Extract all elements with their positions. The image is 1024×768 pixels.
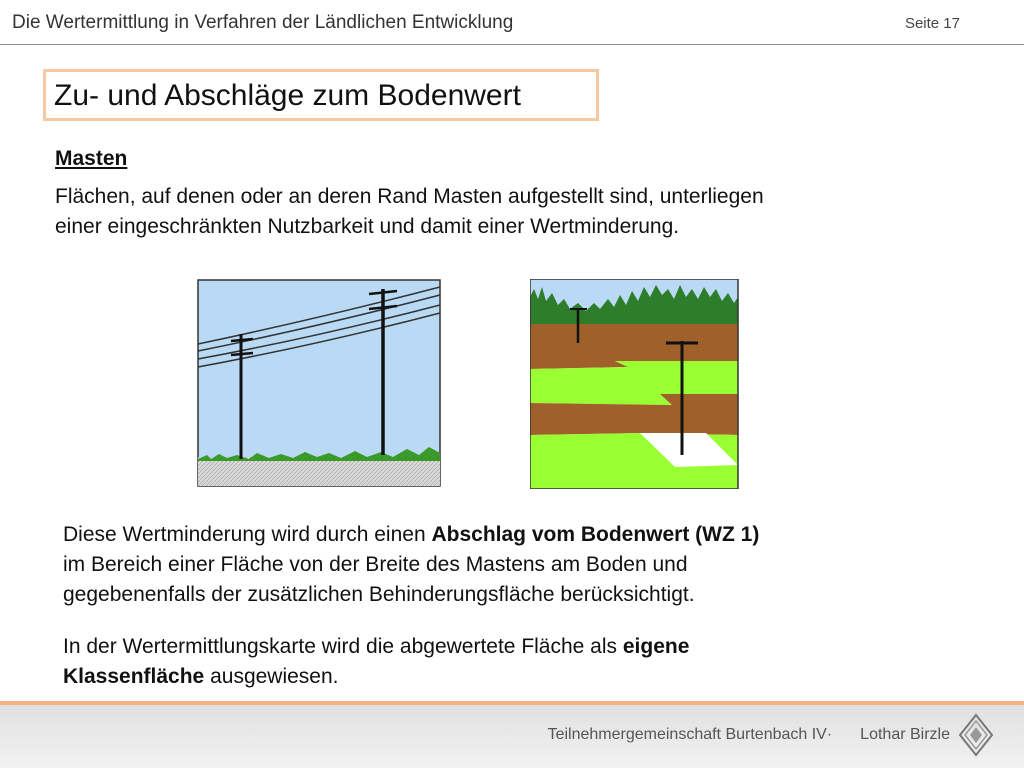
map-paragraph — [63, 632, 963, 692]
intro-paragraph — [55, 182, 955, 242]
deduction-line-1: Diese Wertminderung wird durch einen Abschlag vom Bodenwert (WZ 1) — [63, 523, 760, 546]
intro-line-1: Flächen, auf denen oder an deren Rand Masten aufgestellt sind, unterliegen — [55, 185, 764, 208]
section-heading: Masten — [55, 147, 128, 170]
map-emphasis-1: eigene — [622, 635, 690, 658]
map-line-1: In der Wertermittlungskarte wird die abgewertete Fläche als eigene — [63, 635, 690, 658]
page-number: Seite 17 — [904, 15, 960, 32]
footer-credits — [548, 726, 950, 744]
deduction-line-2: im Bereich einer Fläche von der Breite des Mastens am Boden und — [63, 553, 688, 576]
slide-title: Zu- und Abschläge zum Bodenwert — [54, 79, 521, 112]
slide-footer — [0, 705, 1024, 768]
intro-line-2: einer eingeschränkten Nutzbarkeit und damit einer Wertminderung. — [55, 215, 680, 238]
diamond-logo-icon — [958, 713, 994, 757]
map-line-2: Klassenfläche ausgewiesen. — [63, 665, 339, 688]
map-emphasis-2: Klassenfläche — [63, 665, 205, 688]
power-poles-illustration — [197, 279, 441, 487]
footer-org: Teilnehmergemeinschaft Burtenbach IV· — [547, 726, 833, 743]
deduction-line-3: gegebenenfalls der zusätzlichen Behinderungsfläche berücksichtigt. — [63, 583, 695, 606]
footer-author: Lothar Birzle — [860, 726, 950, 743]
field-masts-illustration — [530, 279, 740, 489]
deduction-emphasis: Abschlag vom Bodenwert (WZ 1) — [431, 523, 760, 546]
slide-header — [0, 0, 1024, 45]
header-title: Die Wertermittlung in Verfahren der Ländlichen Entwicklung — [12, 12, 514, 33]
deduction-paragraph — [63, 520, 963, 610]
